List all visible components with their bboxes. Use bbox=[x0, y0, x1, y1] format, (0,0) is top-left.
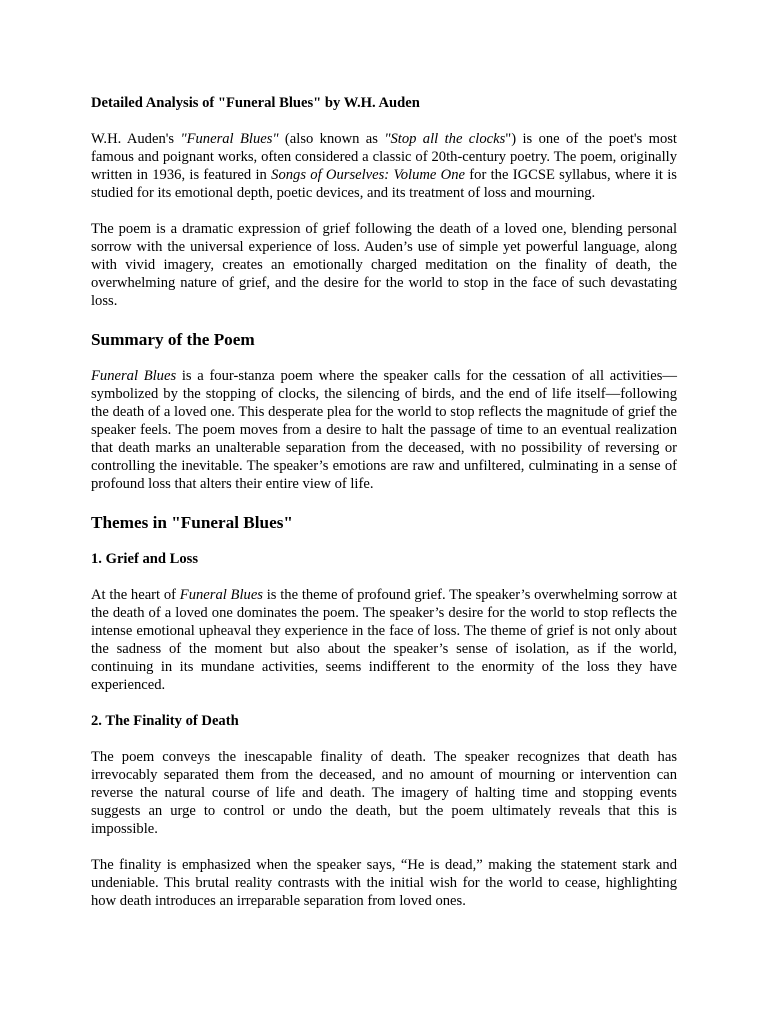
intro1-text-e: ") is one of the poet's most famous and poignant works, often considered a classic of 20th-century poetry. The poem, originally written in 1936, is featured in bbox=[91, 131, 677, 183]
themes-heading: Themes in "Funeral Blues" bbox=[91, 513, 293, 532]
theme2-paragraph-2: The finality is emphasized when the speaker says, “He is dead,” making the statement stark and undeniable. This brutal reality contrasts with the initial wish for the world to cease, highlighting how death introduces an irreparable separation from loved ones. bbox=[91, 857, 677, 909]
theme1-heading: 1. Grief and Loss bbox=[91, 551, 199, 567]
intro1-text-g: for the IGCSE syllabus, where it is studied for its emotional depth, poetic devices, and its treatment of loss and mourning. bbox=[91, 167, 677, 201]
theme2-paragraph-1: The poem conveys the inescapable finality of death. The speaker recognizes that death has irrevocably separated them from the deceased, and no amount of mourning or intervention can reverse the natural course of life and death. The imagery of halting time and stopping events suggests an urge to control or undo the death, but the poem ultimately reveals that this is impossible. bbox=[91, 749, 677, 837]
theme2-heading: 2. The Finality of Death bbox=[91, 713, 239, 729]
document-page bbox=[91, 94, 677, 910]
theme1-text-a: At the heart of bbox=[91, 587, 180, 603]
summary-paragraph bbox=[91, 367, 677, 493]
summary-heading: Summary of the Poem bbox=[91, 330, 255, 349]
intro-paragraph-2: The poem is a dramatic expression of grief following the death of a loved one, blending personal sorrow with the universal experience of loss. Auden’s use of simple yet powerful language, along with vivid imagery, creates an emotionally charged meditation on the finality of death, the overwhelming nature of grief, and the desire for the world to stop in the face of such devastating loss. bbox=[91, 221, 677, 309]
intro1-alt-title: "Stop all the clocks bbox=[384, 131, 506, 147]
intro1-poem-title: "Funeral Blues" bbox=[180, 131, 279, 147]
theme1-text-c: is the theme of profound grief. The speaker’s overwhelming sorrow at the death of a loved one dominates the poem. The speaker’s desire for the world to stop reflects the intense emotional upheaval they experience in the face of loss. The theme of grief is not only about the sadness of the moment but also about the speaker’s sense of isolation, as if the world, continuing in its mundane activities, seems indifferent to the enormity of the loss they have experienced. bbox=[91, 587, 678, 693]
intro1-text-c: (also known as bbox=[278, 131, 385, 147]
intro-paragraph-1 bbox=[91, 130, 677, 202]
intro1-text-a: W.H. Auden's bbox=[91, 131, 181, 147]
document-title: Detailed Analysis of "Funeral Blues" by W.H. Auden bbox=[91, 95, 420, 111]
intro1-anthology-title: Songs of Ourselves: Volume One bbox=[271, 167, 465, 183]
theme1-poem-title: Funeral Blues bbox=[179, 587, 263, 603]
summary-text: is a four-stanza poem where the speaker calls for the cessation of all activities—symbolized by the stopping of clocks, the silencing of birds, and the end of life itself—following the death of a loved one. This desperate plea for the world to stop reflects the magnitude of grief the speaker feels. The poem moves from a desire to halt the passage of time to an eventual realization that death marks an unalterable separation from the deceased, with no possibility of reversing or controlling the inevitable. The speaker’s emotions are raw and unfiltered, culminating in a sense of profound loss that alters their entire view of life. bbox=[91, 368, 677, 492]
theme1-paragraph bbox=[91, 586, 677, 694]
summary-poem-title: Funeral Blues bbox=[91, 368, 177, 384]
